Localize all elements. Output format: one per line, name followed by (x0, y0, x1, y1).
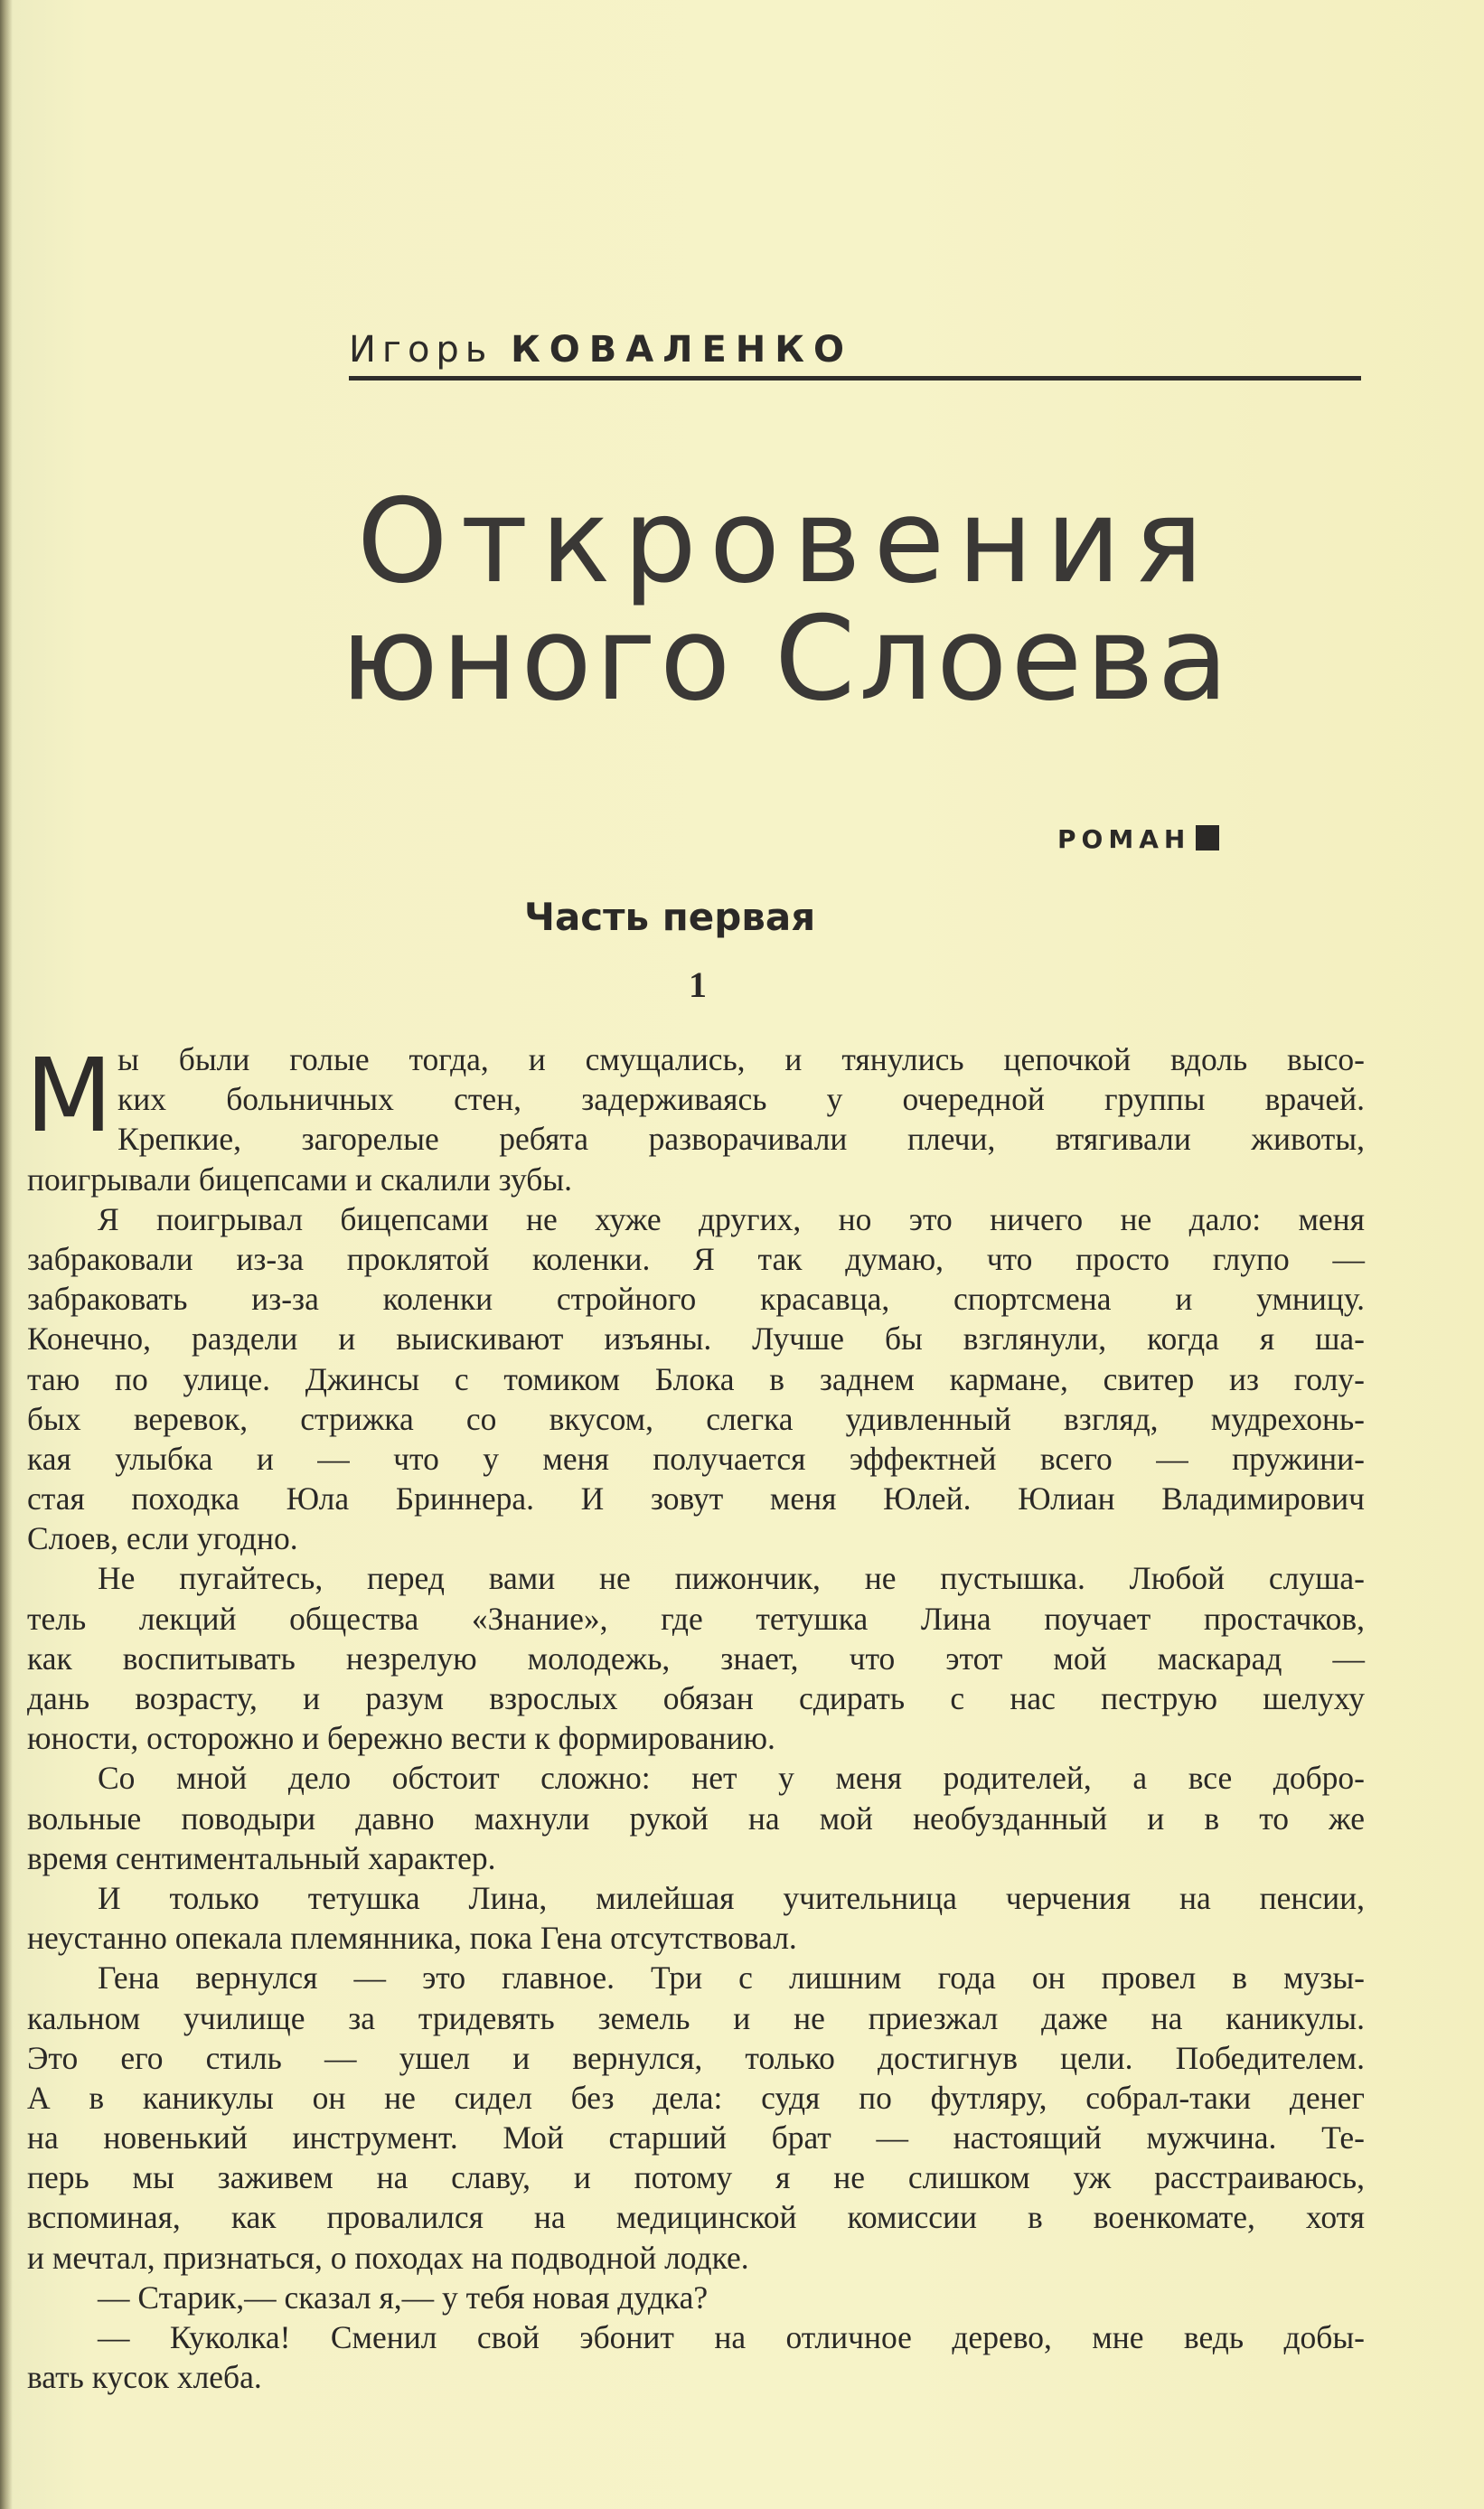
book-title (307, 475, 1265, 727)
text-line: — Куколка! Сменил свой эбонит на отличное дерево, мне ведь добы- (98, 2319, 1365, 2355)
text-line: как воспитывать незрелую молодежь, знает, что этот мой маскарад — (27, 1640, 1365, 1677)
author-first-name: Игорь (349, 329, 493, 371)
page-spine-edge (0, 0, 13, 2509)
text-line: забраковать из-за коленки стройного красавца, спортсмена и умницу. (27, 1281, 1365, 1318)
author-name (349, 329, 853, 371)
text-line: Со мной дело обстоит сложно: нет у меня родителей, а все добро- (98, 1760, 1365, 1797)
text-line: на новенький инструмент. Мой старший брат — настоящий мужчина. Те- (27, 2119, 1365, 2157)
text-line: ы были голые тогда, и смущались, и тянулись цепочкой вдоль высо- (117, 1041, 1365, 1077)
square-ornament-icon (1196, 825, 1219, 850)
text-line: Я поигрывал бицепсами не хуже других, но это ничего не дало: меня (98, 1200, 1365, 1237)
text-line: таю по улице. Джинсы с томиком Блока в заднем кармане, свитер из голу- (27, 1360, 1365, 1397)
genre-text: РОМАН (1057, 824, 1191, 854)
text-line: забраковали из-за проклятой коленки. Я так думаю, что просто глупо — (27, 1240, 1365, 1277)
text-line: кая улыбка и — что у меня получается эффектней всего — пружини- (27, 1440, 1365, 1477)
text-line: А в каникулы он не сидел без дела: судя по футляру, собрал-таки денег (27, 2079, 1365, 2116)
text-line: перь мы заживем на славу, и потому я не слишком уж расстраиваюсь, (27, 2159, 1365, 2196)
text-line: ких больничных стен, задерживаясь у очередной группы врачей. (117, 1081, 1365, 1118)
author-underline (349, 376, 1361, 381)
text-line: стая походка Юла Бриннера. И зовут меня Юлей. Юлиан Владимирович (27, 1480, 1365, 1518)
genre-label (1057, 824, 1219, 854)
author-last-name: КОВАЛЕНКО (511, 329, 853, 371)
text-line: Гена вернулся — это главное. Три с лишним года он провел в музы- (98, 1959, 1365, 1997)
text-line: юности, осторожно и бережно вести к формированию. (27, 1720, 775, 1757)
text-line: поигрывали бицепсами и скалили зубы. (27, 1161, 573, 1198)
text-line: и мечтал, признаться, о походах на подводной лодке. (27, 2239, 749, 2276)
text-line: Крепкие, загорелые ребята разворачивали плечи, втягивали животы, (117, 1121, 1365, 1158)
text-line: неустанно опекала племянника, пока Гена отсутствовал. (27, 1920, 797, 1957)
text-line: бых веревок, стрижка со вкусом, слегка удивленный взгляд, мудрехонь- (27, 1400, 1365, 1437)
body-text (27, 1039, 1365, 2397)
text-line: дань возрасту, и разум взрослых обязан сдирать с нас пеструю шелуху (27, 1680, 1365, 1716)
title-line-1: Откровения (356, 475, 1216, 609)
text-line: Конечно, раздели и выискивают изъяны. Лучше бы взглянули, когда я ша- (27, 1320, 1365, 1358)
text-line: кальном училище за тридевять земель и не приезжал даже на каникулы. (27, 1999, 1365, 2036)
text-line: время сентиментальный характер. (27, 1839, 496, 1876)
text-line: вспоминая, как провалился на медицинской комиссии в военкомате, хотя (27, 2199, 1365, 2236)
drop-cap: М (25, 1038, 113, 1155)
text-line: вать кусок хлеба. (27, 2359, 262, 2396)
text-line: — Старик,— сказал я,— у тебя новая дудка? (98, 2279, 709, 2316)
part-heading: Часть первая (524, 895, 816, 939)
text-line: Не пугайтесь, перед вами не пижончик, не пустышка. Любой слуша- (98, 1560, 1365, 1597)
text-line: тель лекций общества «Знание», где тетушка Лина поучает простачков, (27, 1600, 1365, 1637)
text-line: И только тетушка Лина, милейшая учительница черчения на пенсии, (98, 1879, 1365, 1916)
chapter-number: 1 (689, 964, 707, 1005)
title-line-2: юного Слоева (340, 592, 1233, 727)
text-line: Это его стиль — ушел и вернулся, только достигнув цели. Победителем. (27, 2039, 1365, 2076)
text-line: вольные поводыри давно махнули рукой на мой необузданный и в то же (27, 1800, 1365, 1837)
text-line: Слоев, если угодно. (27, 1520, 298, 1557)
